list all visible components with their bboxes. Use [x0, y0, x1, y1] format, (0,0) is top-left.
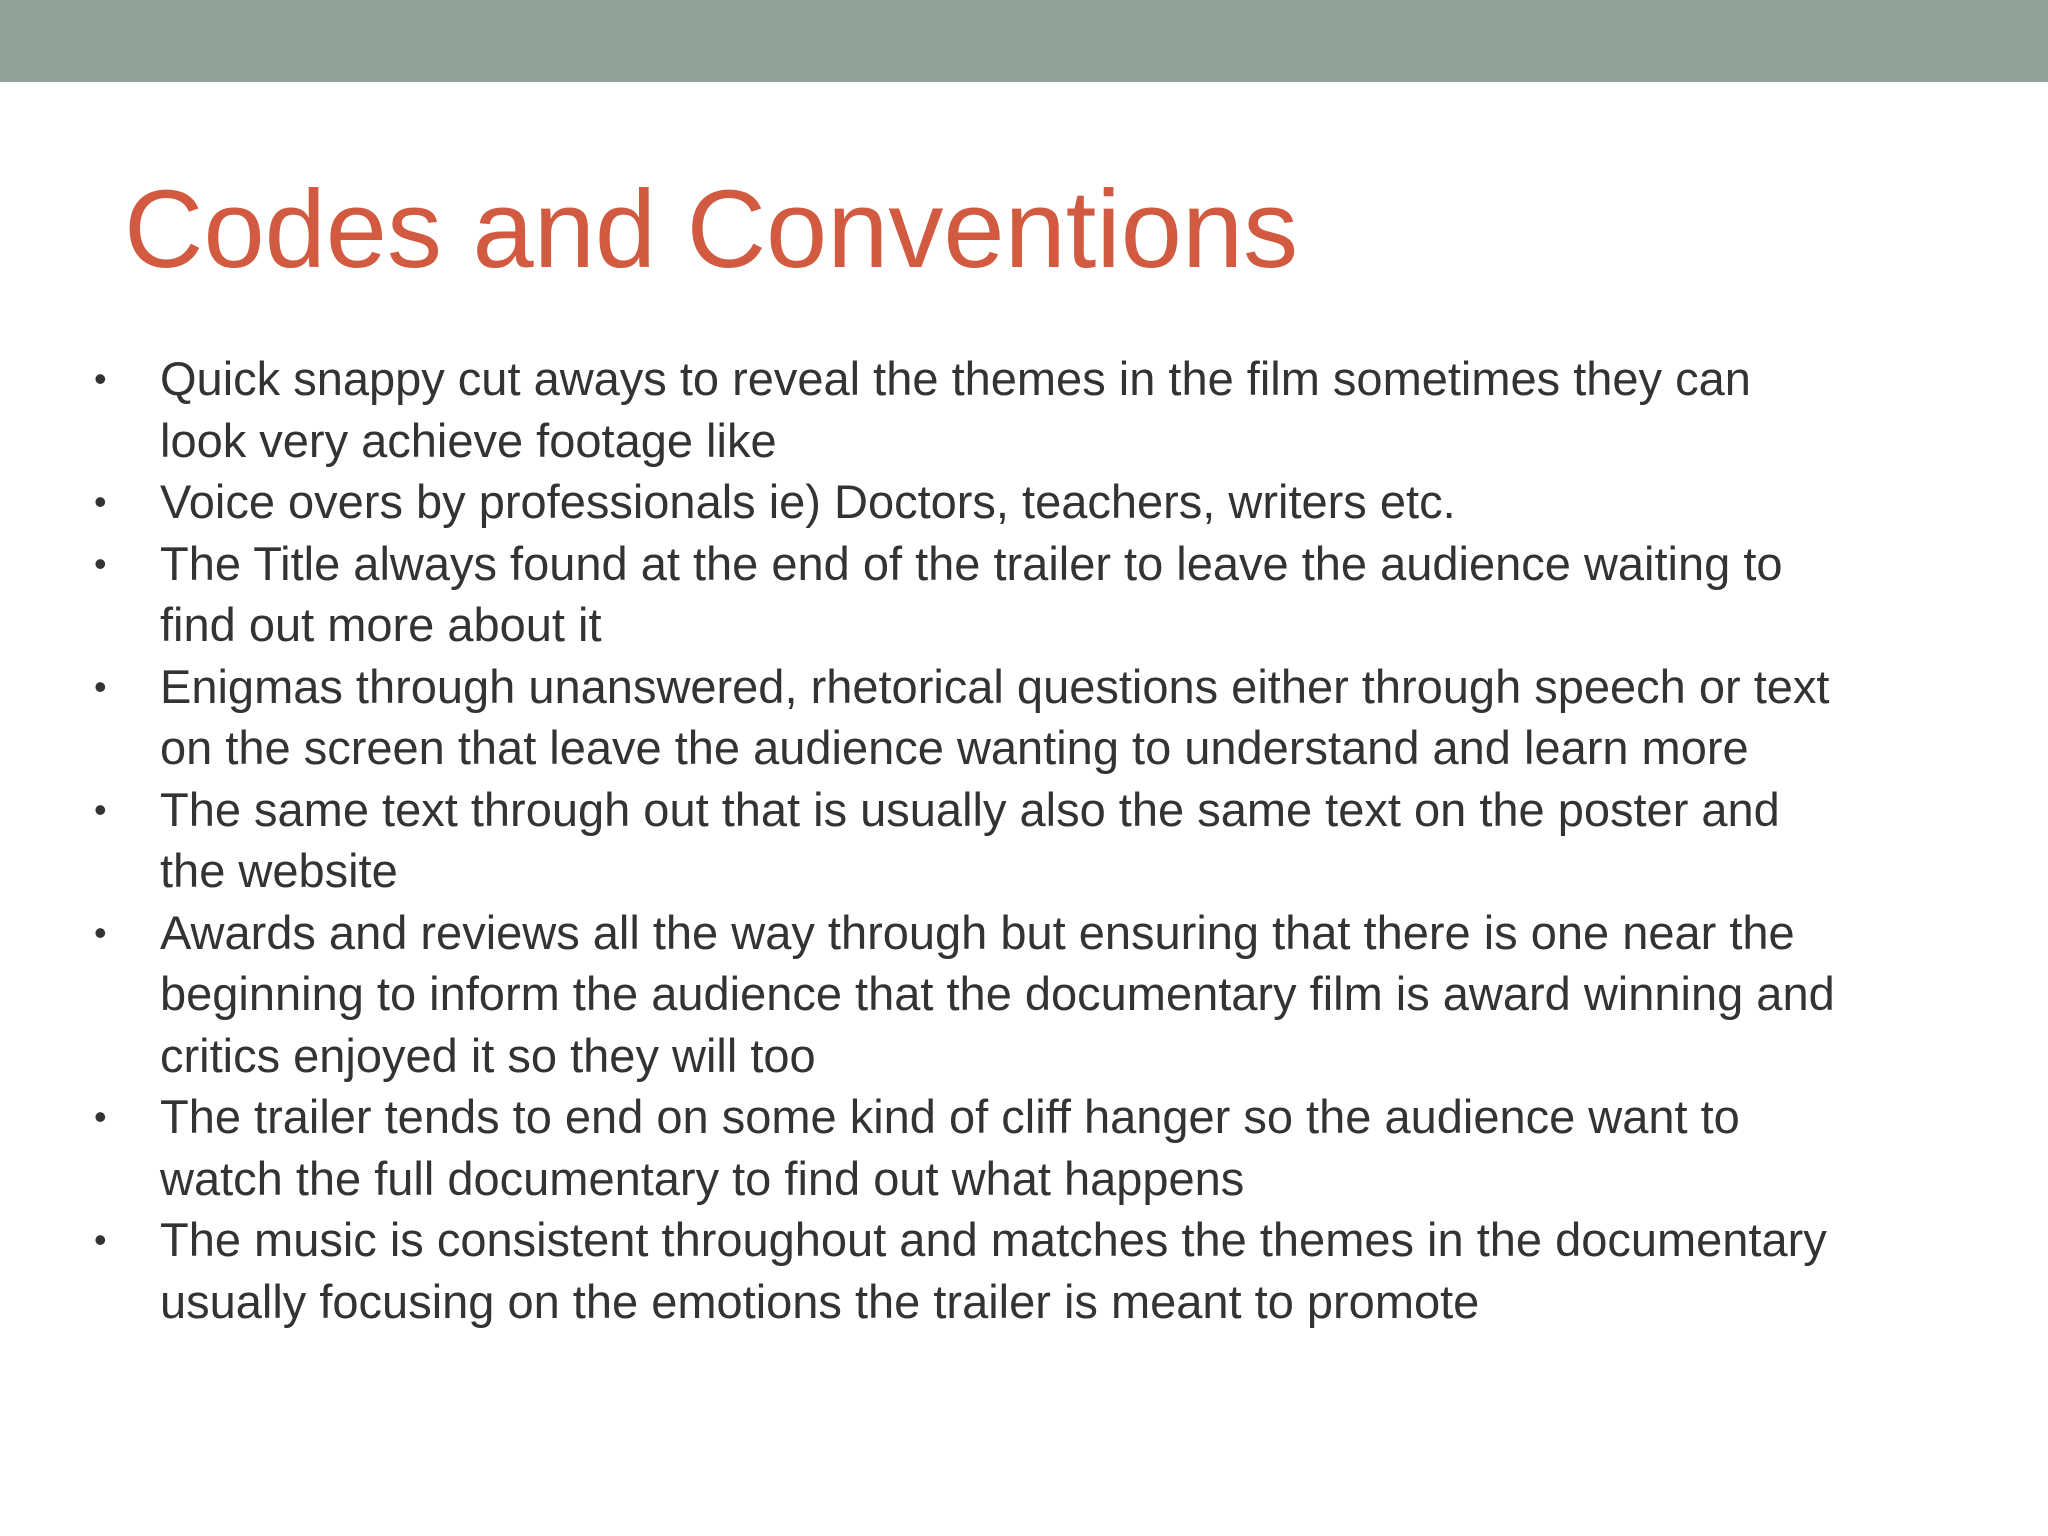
bullet-dot-icon: • [94, 481, 107, 522]
bullet-text: The same text through out that is usually also the same text on the poster and the website [160, 782, 1780, 897]
bullet-dot-icon: • [94, 542, 107, 584]
bullet-dot-icon: • [94, 1219, 107, 1260]
bullet-text: Quick snappy cut aways to reveal the themes in the film sometimes they can look very achieve footage like [160, 352, 1751, 467]
bullet-dot-icon: • [94, 788, 107, 830]
bullet-dot-icon: • [94, 911, 107, 953]
bullet-text: Voice overs by professionals ie) Doctors, teachers, writers etc. [160, 475, 1456, 528]
bullet-item [92, 779, 1992, 902]
bullet-list [92, 348, 1992, 1332]
bullet-text: The music is consistent throughout and matches the themes in the documentary usually focusing on the emotions the trailer is meant to promote [160, 1213, 1827, 1328]
slide-title: Codes and Conventions [124, 168, 1299, 291]
bullet-item [92, 656, 1992, 779]
top-accent-band [0, 0, 2048, 82]
bullet-item [92, 1209, 1992, 1332]
bullet-item [92, 533, 1992, 656]
bullet-item [92, 471, 1992, 533]
bullet-item [92, 348, 1992, 471]
bullet-text: Awards and reviews all the way through but ensuring that there is one near the beginning to inform the audience that the documentary film is award winning and critics enjoyed it so they will too [160, 905, 1835, 1082]
bullet-dot-icon: • [94, 665, 107, 707]
bullet-dot-icon: • [94, 1096, 107, 1137]
bullet-dot-icon: • [94, 358, 107, 399]
bullet-text: Enigmas through unanswered, rhetorical questions either through speech or text on the screen that leave the audience wanting to understand and learn more [160, 659, 1830, 774]
bullet-item [92, 902, 1992, 1087]
bullet-text: The Title always found at the end of the trailer to leave the audience waiting to find out more about it [160, 536, 1783, 651]
bullet-item [92, 1086, 1992, 1209]
bullet-text: The trailer tends to end on some kind of cliff hanger so the audience want to watch the full documentary to find out what happens [160, 1090, 1740, 1205]
